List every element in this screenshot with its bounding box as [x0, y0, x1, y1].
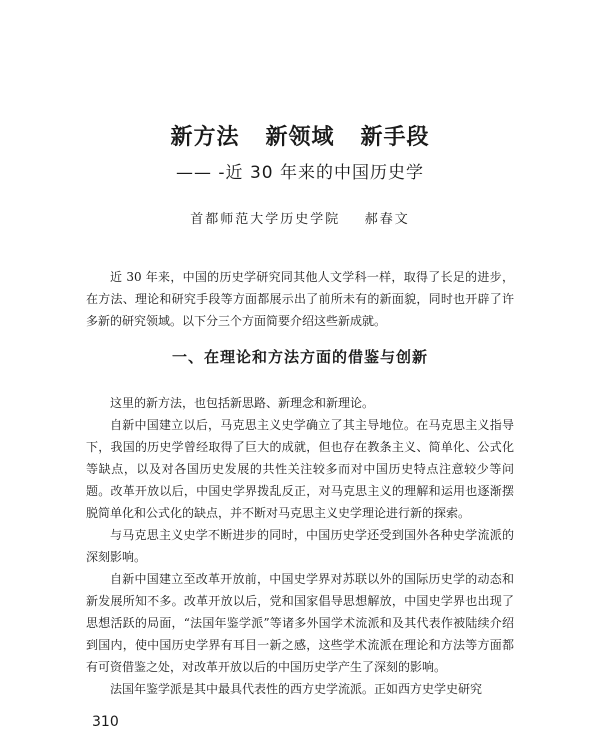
article-subtitle: —— -近 30 年来的中国历史学: [176, 163, 424, 183]
page-number: 310: [92, 714, 119, 730]
paragraph: 近 30 年来，中国的历史学研究同其他人文学科一样，取得了长足的进步，在方法、理论和研究手段等方面都展示出了前所未有的新面貌，同时也开辟了许多新的研究领域。以下分三个方面简要介绍这些新成就。: [86, 270, 514, 328]
section-body: [86, 392, 514, 700]
paragraph: 与马克思主义史学不断进步的同时，中国历史学还受到国外各种史学流派的深刻影响。: [86, 528, 514, 564]
paragraph: 这里的新方法，也包括新思路、新理念和新理论。: [110, 396, 375, 410]
article-title: 新方法 新领域 新手段: [170, 125, 430, 150]
paragraph: 自新中国建立至改革开放前，中国史学界对苏联以外的国际历史学的动态和新发展所知不多。改革开放以后，党和国家倡导思想解放，中国史学界也出现了思想活跃的局面，“法国年鉴学派”等诸多外国学术流派和及其代表作被陆续介绍到国内，使中国历史学界有耳目一新之感，这些学术流派在理论和方法等方面都有可资借鉴之处，对改革开放以后的中国历史学产生了深刻的影响。: [86, 572, 514, 674]
author-affiliation: 首都师范大学历史学院 郝春文: [190, 212, 410, 227]
section-heading: 一、在理论和方法方面的借鉴与创新: [171, 348, 428, 366]
paragraph: 法国年鉴学派是其中最具代表性的西方史学流派。正如西方史学史研究: [110, 682, 483, 696]
intro-section: [86, 266, 514, 332]
paragraph: 自新中国建立以后，马克思主义史学确立了其主导地位。在马克思主义指导下，我国的历史学曾经取得了巨大的成就，但也存在教条主义、简单化、公式化等缺点，以及对各国历史发展的共性关注较多而对中国历史特点注意较少等问题。改革开放以后，中国史学界拨乱反正，对马克思主义的理解和运用也逐渐摆脱简单化和公式化的缺点，并不断对马克思主义史学理论进行新的探索。: [86, 418, 514, 520]
